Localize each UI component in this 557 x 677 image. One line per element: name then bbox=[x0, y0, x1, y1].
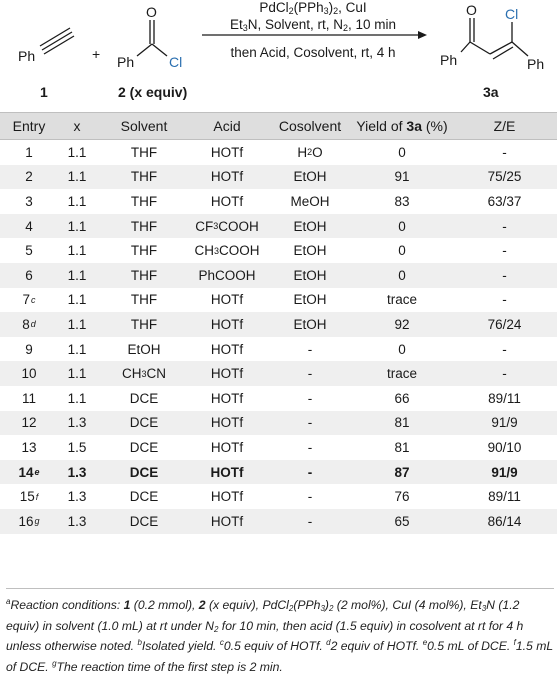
product-chlorine: Cl bbox=[505, 6, 519, 22]
cell-yield: trace bbox=[386, 292, 417, 308]
cell-solvent: THF bbox=[130, 243, 158, 259]
cell-cosolvent: EtOH bbox=[293, 292, 327, 308]
header-x: x bbox=[73, 118, 81, 134]
table-row bbox=[0, 263, 557, 288]
plus-sign: + bbox=[92, 46, 101, 62]
cell-cosolvent: MeOH bbox=[290, 193, 330, 209]
cell-acid: HOTf bbox=[210, 489, 244, 505]
cell-ze: - bbox=[502, 144, 507, 160]
header-acid: Acid bbox=[213, 118, 241, 134]
cell-x: 1.3 bbox=[67, 464, 87, 480]
footnote-b: $^b$Isolated yield. bbox=[137, 638, 217, 653]
table-row bbox=[0, 288, 557, 313]
cell-x: 1.1 bbox=[67, 267, 87, 283]
cell-solvent: THF bbox=[130, 267, 158, 283]
cell-ze: 76/24 bbox=[487, 316, 522, 332]
cell-acid: HOTf bbox=[210, 144, 244, 160]
cell-solvent: THF bbox=[130, 292, 158, 308]
cell-ze: - bbox=[502, 218, 507, 234]
cell-yield: trace bbox=[386, 366, 417, 382]
cell-yield: 0 bbox=[398, 267, 406, 283]
cell-entry: 13 bbox=[21, 439, 37, 455]
cell-yield: 0 bbox=[398, 243, 406, 259]
cell-entry: 1 bbox=[25, 144, 33, 160]
cell-solvent: THF bbox=[130, 193, 158, 209]
cell-acid: HOTf bbox=[210, 366, 244, 382]
table-row bbox=[0, 337, 557, 362]
product-ph-left: Ph bbox=[440, 52, 458, 68]
cell-yield: 92 bbox=[394, 316, 410, 332]
cell-ze: - bbox=[502, 341, 507, 357]
cell-acid: HOTf bbox=[210, 316, 244, 332]
cell-entry: 16 g bbox=[18, 513, 40, 529]
cell-solvent: CH 3 CN bbox=[121, 366, 166, 382]
table-footnotes bbox=[6, 588, 554, 677]
cell-x: 1.1 bbox=[67, 169, 87, 185]
cell-x: 1.3 bbox=[67, 513, 87, 529]
cell-cosolvent: - bbox=[307, 390, 313, 406]
cell-ze: 75/25 bbox=[487, 169, 522, 185]
cell-yield: 65 bbox=[394, 513, 410, 529]
cell-solvent: DCE bbox=[129, 415, 159, 431]
cell-x: 1.1 bbox=[67, 144, 87, 160]
cell-acid: HOTf bbox=[210, 390, 244, 406]
cell-yield: 0 bbox=[398, 144, 406, 160]
cell-solvent: DCE bbox=[129, 513, 159, 529]
reactant2-cl: Cl bbox=[169, 54, 183, 70]
header-ze: Z/E bbox=[493, 118, 516, 134]
cell-solvent: THF bbox=[130, 169, 158, 185]
optimization-table bbox=[0, 112, 557, 534]
cell-solvent: EtOH bbox=[127, 341, 161, 357]
cell-yield: 87 bbox=[394, 464, 410, 480]
product-oxygen: O bbox=[466, 2, 477, 18]
cell-entry: 5 bbox=[25, 243, 33, 259]
product-number: 3a bbox=[483, 84, 499, 100]
cell-solvent: THF bbox=[130, 218, 158, 234]
cell-solvent: THF bbox=[130, 144, 158, 160]
cell-cosolvent: EtOH bbox=[293, 267, 327, 283]
cell-acid: CF 3 COOH bbox=[195, 218, 259, 234]
reactant1-number: 1 bbox=[40, 84, 48, 100]
cell-x: 1.1 bbox=[67, 243, 87, 259]
table-row bbox=[0, 165, 557, 190]
header-entry: Entry bbox=[12, 118, 46, 134]
cell-x: 1.3 bbox=[67, 415, 87, 431]
cell-cosolvent: EtOH bbox=[293, 316, 327, 332]
cell-x: 1.5 bbox=[67, 439, 87, 455]
header-solvent: Solvent bbox=[120, 118, 168, 134]
cell-cosolvent: - bbox=[307, 366, 313, 382]
product-ph-right: Ph bbox=[527, 56, 545, 72]
table-row bbox=[0, 140, 557, 165]
table-row bbox=[0, 189, 557, 214]
cell-cosolvent: - bbox=[307, 489, 313, 505]
cell-entry: 4 bbox=[25, 218, 33, 234]
footnote-e: $^e$0.5 mL of DCE. bbox=[422, 638, 511, 653]
cell-yield: 0 bbox=[398, 341, 406, 357]
cell-ze: 90/10 bbox=[487, 439, 522, 455]
reaction-scheme bbox=[0, 0, 557, 106]
cell-x: 1.1 bbox=[67, 218, 87, 234]
cell-x: 1.1 bbox=[67, 193, 87, 209]
cell-acid: HOTf bbox=[210, 415, 244, 431]
cell-ze: 89/11 bbox=[488, 390, 521, 406]
cell-yield: 81 bbox=[394, 439, 410, 455]
footnote-c: $^c$0.5 equiv of HOTf. bbox=[219, 638, 323, 653]
reactant2-ph: Ph bbox=[117, 54, 135, 70]
cell-ze: - bbox=[502, 292, 507, 308]
cell-entry: 14 e bbox=[18, 464, 40, 480]
cell-yield: 91 bbox=[394, 169, 410, 185]
cell-acid: HOTf bbox=[210, 341, 244, 357]
cell-entry: 9 bbox=[25, 341, 33, 357]
conditions-line-3: then Acid, Cosolvent, rt, 4 h bbox=[230, 45, 396, 60]
cell-yield: 76 bbox=[394, 489, 410, 505]
cell-x: 1.1 bbox=[67, 292, 87, 308]
cell-ze: 89/11 bbox=[488, 489, 521, 505]
table-row bbox=[0, 238, 557, 263]
cell-x: 1.1 bbox=[67, 366, 87, 382]
cell-entry: 8 d bbox=[22, 316, 36, 332]
table-row bbox=[0, 361, 557, 386]
reactant2-oxygen: O bbox=[146, 4, 157, 20]
table-row bbox=[0, 484, 557, 509]
cell-cosolvent: - bbox=[307, 464, 313, 480]
cell-ze: - bbox=[502, 243, 507, 259]
conditions-line-2: $Et_3N$, Solvent, rt, $N_2$, 10 min bbox=[229, 17, 397, 33]
cell-acid: HOTf bbox=[210, 464, 244, 480]
cell-x: 1.1 bbox=[67, 390, 87, 406]
cell-solvent: DCE bbox=[129, 390, 159, 406]
table-body bbox=[0, 140, 557, 534]
cell-solvent: DCE bbox=[129, 489, 159, 505]
header-cosolvent: Cosolvent bbox=[278, 118, 342, 134]
conditions-line-1: $PdCl_2(PPh_3)_2$, CuI bbox=[259, 0, 367, 16]
footnote-f: $^f$1.5 mL of DCE. bbox=[6, 638, 553, 674]
cell-x: 1.1 bbox=[67, 316, 87, 332]
reactant1-ph: Ph bbox=[18, 48, 36, 64]
cell-entry: 7 c bbox=[22, 292, 36, 308]
cell-ze: 91/9 bbox=[491, 464, 518, 480]
cell-entry: 6 bbox=[25, 267, 33, 283]
cell-cosolvent: - bbox=[307, 439, 313, 455]
cell-entry: 10 bbox=[21, 366, 37, 382]
footnote-d: $^d$2 equiv of HOTf. bbox=[326, 638, 420, 653]
cell-yield: 83 bbox=[394, 193, 410, 209]
cell-acid: HOTf bbox=[210, 513, 244, 529]
cell-acid: HOTf bbox=[210, 169, 244, 185]
cell-cosolvent: EtOH bbox=[293, 218, 327, 234]
cell-acid: HOTf bbox=[210, 193, 244, 209]
cell-acid: HOTf bbox=[210, 439, 244, 455]
cell-ze: - bbox=[502, 267, 507, 283]
reactant2-label: 2 (x equiv) bbox=[118, 84, 188, 100]
table-row bbox=[0, 460, 557, 485]
table-header-row bbox=[0, 112, 557, 140]
cell-ze: 63/37 bbox=[487, 193, 522, 209]
cell-acid: HOTf bbox=[210, 292, 244, 308]
cell-x: 1.3 bbox=[67, 489, 87, 505]
table-row bbox=[0, 214, 557, 239]
table-row bbox=[0, 386, 557, 411]
table-row bbox=[0, 435, 557, 460]
cell-entry: 12 bbox=[21, 415, 37, 431]
cell-solvent: THF bbox=[130, 316, 158, 332]
cell-entry: 3 bbox=[25, 193, 33, 209]
table-row bbox=[0, 509, 557, 534]
cell-acid: PhCOOH bbox=[198, 267, 256, 283]
cell-x: 1.1 bbox=[67, 341, 87, 357]
cell-cosolvent: - bbox=[307, 513, 313, 529]
cell-cosolvent: H 2 O bbox=[297, 144, 323, 160]
header-yield: Yield of 3a (%) bbox=[356, 118, 448, 134]
cell-solvent: DCE bbox=[129, 464, 159, 480]
cell-yield: 81 bbox=[394, 415, 410, 431]
table-row bbox=[0, 411, 557, 436]
cell-entry: 15 f bbox=[19, 489, 39, 505]
table-row bbox=[0, 312, 557, 337]
cell-entry: 2 bbox=[25, 169, 33, 185]
cell-ze: - bbox=[502, 366, 507, 382]
cell-entry: 11 bbox=[21, 390, 36, 406]
footnote-g: $^g$The reaction time of the first step is 2 min. bbox=[52, 658, 283, 674]
cell-ze: 91/9 bbox=[491, 415, 518, 431]
cell-yield: 66 bbox=[394, 390, 410, 406]
cell-solvent: DCE bbox=[129, 439, 159, 455]
cell-cosolvent: - bbox=[307, 415, 313, 431]
cell-cosolvent: - bbox=[307, 341, 313, 357]
cell-cosolvent: EtOH bbox=[293, 169, 327, 185]
cell-ze: 86/14 bbox=[487, 513, 522, 529]
cell-yield: 0 bbox=[398, 218, 406, 234]
footnote-a: $^a$Reaction conditions: 1 (0.2 mmol), 2 (x equiv), $PdCl_2(PPh_3)_2$ (2 mol%), CuI (4 mol%), $Et_3N$ (1.2 equiv) in solvent (1.0 mL) at rt under $N_2$ for 10 min, then acid (1.5 equiv) in cosolvent at rt for 4 h unless otherwise noted. bbox=[6, 597, 524, 653]
cell-acid: CH 3 COOH bbox=[194, 243, 260, 259]
cell-cosolvent: EtOH bbox=[293, 243, 327, 259]
